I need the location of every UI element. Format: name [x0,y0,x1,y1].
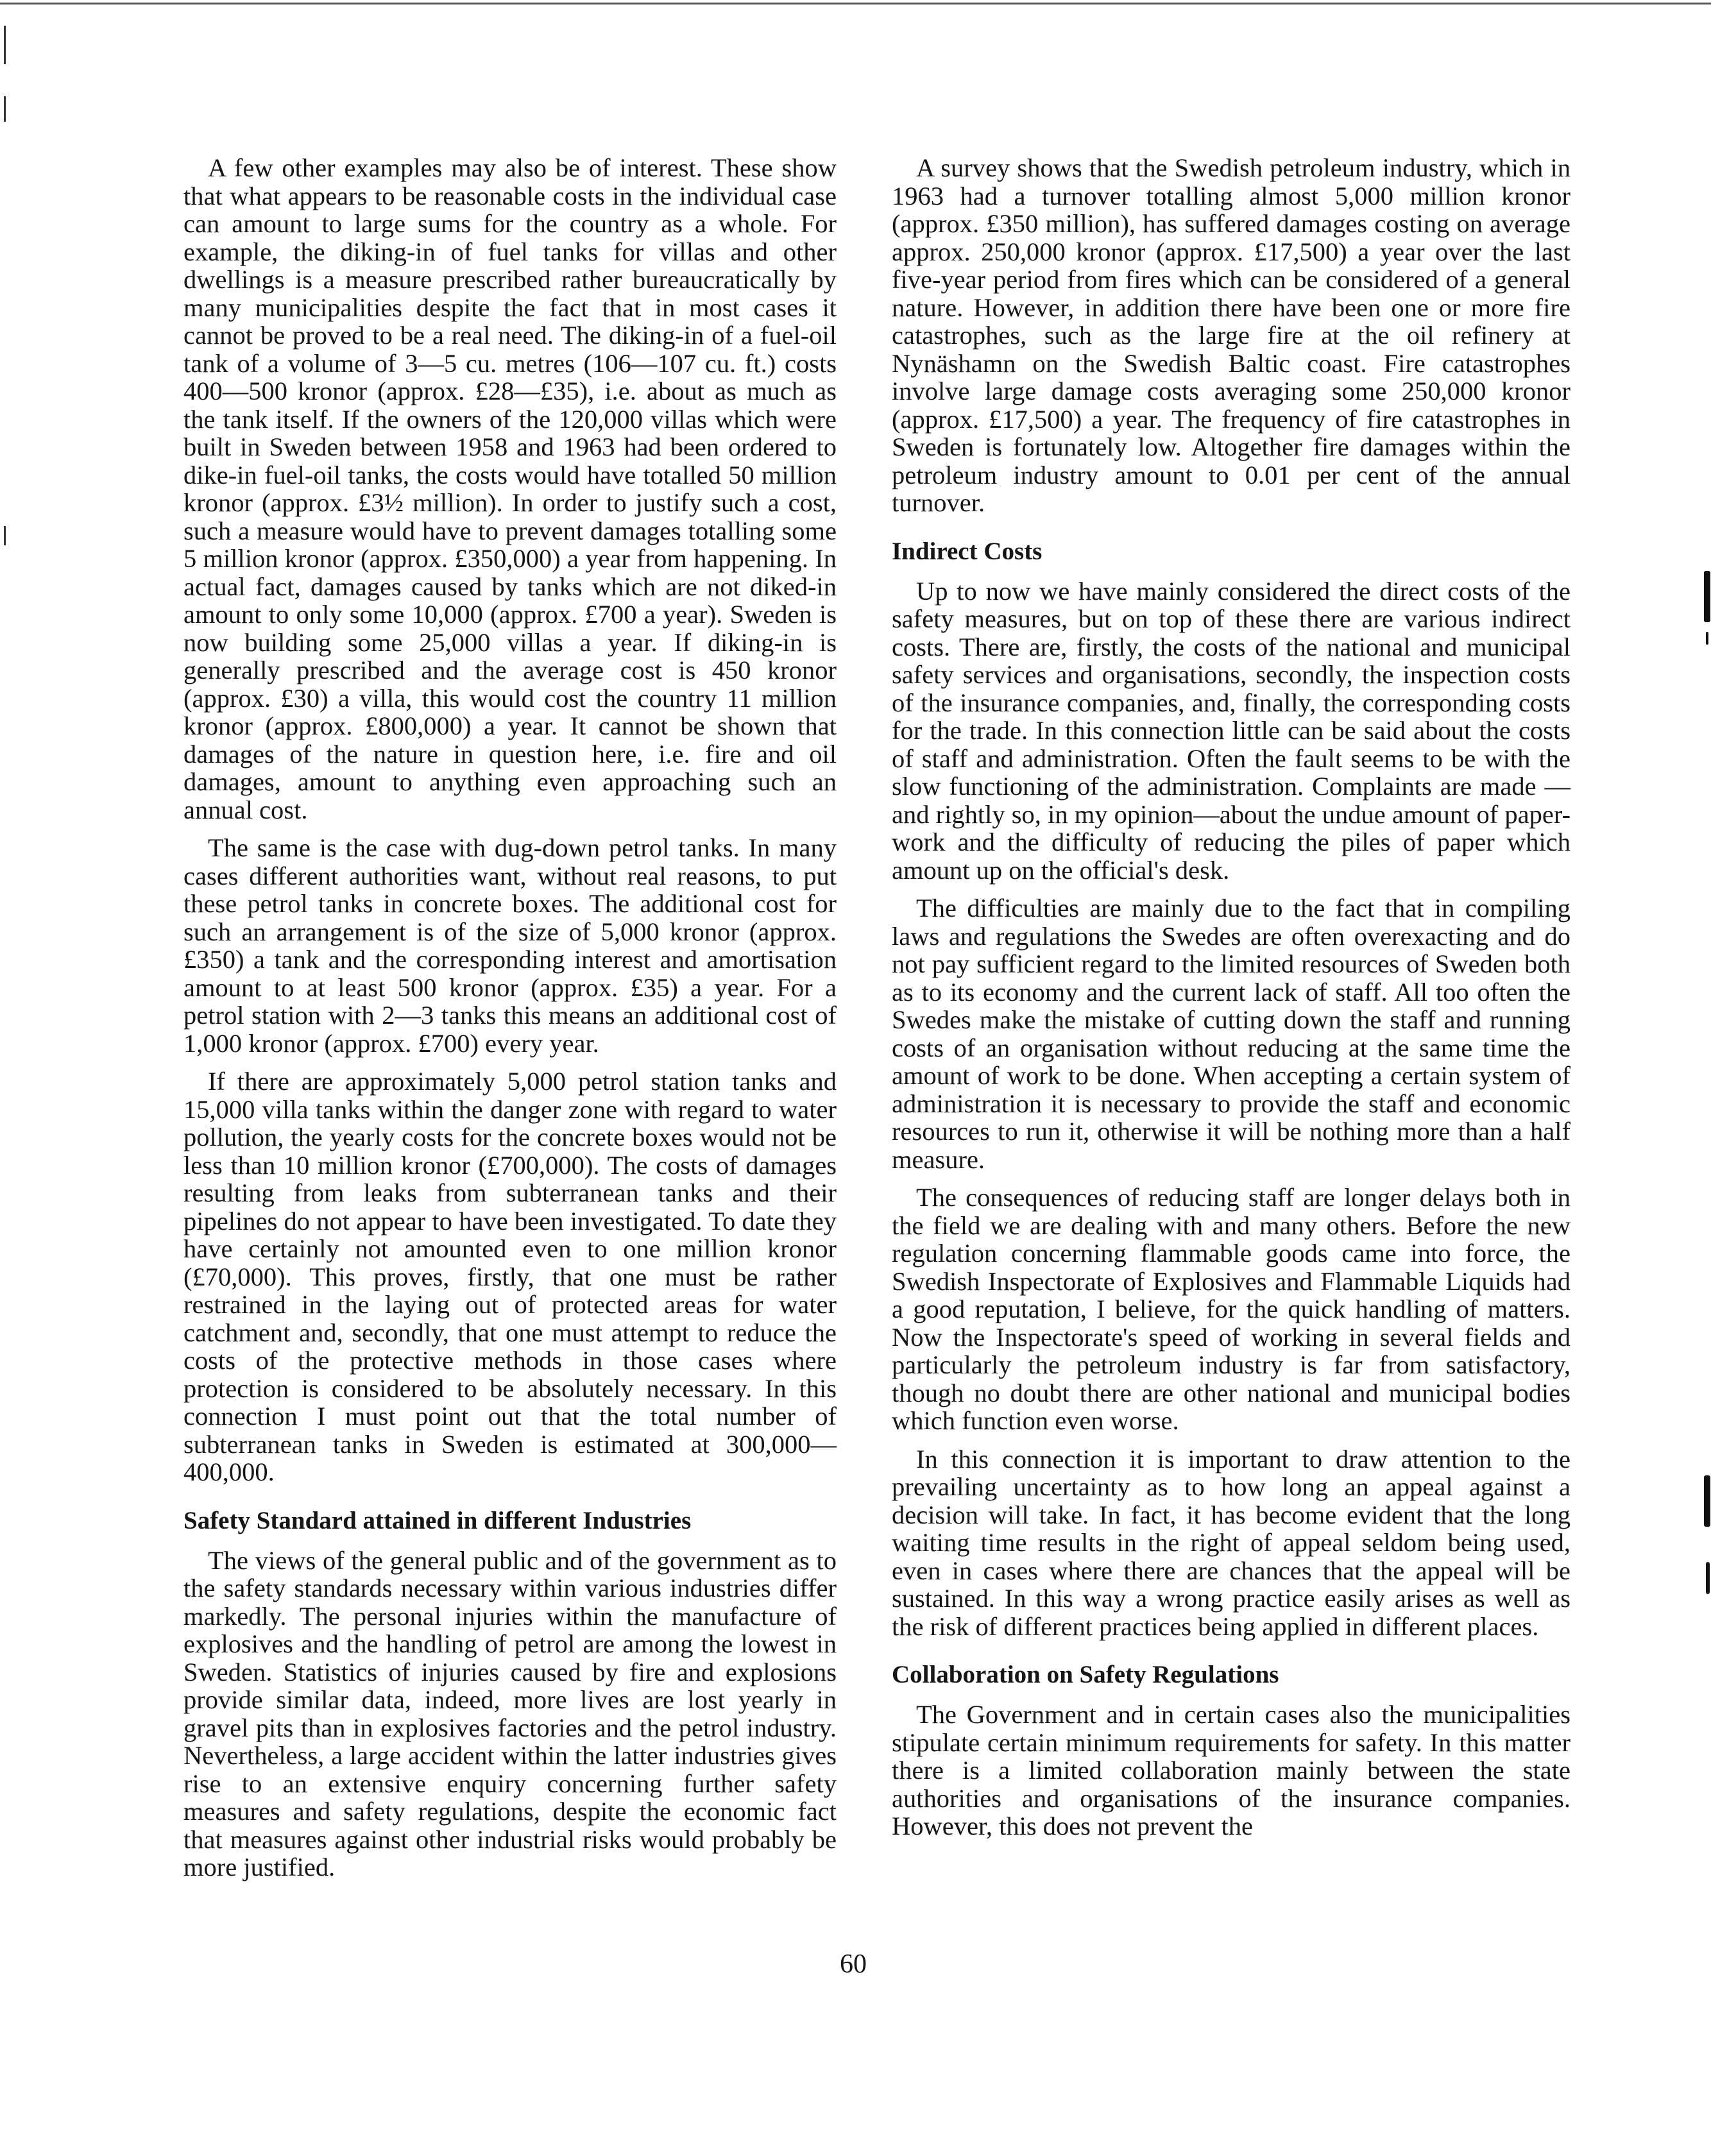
paragraph: The consequences of reducing staff are longer delays both in the field we are dealing with and many others. Before the new regulation concerning flammable goods came into force, the Swedish Inspectorate of Explosives and Flammable Liquids had a good reputation, I believe, for the quick handling of matters. Now the Inspectorate's speed of working in several fields and particularly the petroleum industry is far from satisfactory, though no doubt there are other national and municipal bodies which function even worse. [892,1183,1571,1435]
binding-marks [0,0,13,641]
right-column [892,154,1571,1851]
section-heading: Indirect Costs [892,537,1043,565]
section-heading: Collaboration on Safety Regulations [892,1661,1279,1688]
paragraph: The same is the case with dug-down petrol tanks. In many cases different authorities want, without real reasons, to put these petrol tanks in concrete boxes. The additional cost for such an arrangement is of the size of 5,000 kronor (approx. £350) a tank and the corresponding interest and amortisation amount to at least 500 kronor (approx. £35) a year. For a petrol station with 2—3 tanks this means an additional cost of 1,000 kronor (approx. £700) every year. [183,833,837,1058]
paragraph: If there are approximately 5,000 petrol station tanks and 15,000 villa tanks within the danger zone with regard to water pollution, the yearly costs for the concrete boxes would not be less than 10 million kronor (£700,000). The costs of damages resulting from leaks from subterranean tanks and their pipelines do not appear to have been investigated. To date they have certainly not amounted even to one million kronor (£70,000). This proves, firstly, that one must be rather restrained in the laying out of protected areas for water catchment and, secondly, that one must attempt to reduce the costs of the protective methods in those cases where protection is considered to be absolutely necessary. In this connection I must point out that the total number of subterranean tanks in Sweden is estimated at 300,000—400,000. [183,1067,837,1486]
paragraph: A few other examples may also be of interest. These show that what appears to be reasonable costs in the individual case can amount to large sums for the country as a whole. For example, the diking-in of fuel tanks for villas and other dwellings is a measure prescribed rather bureaucratically by many municipalities despite the fact that in most cases it cannot be proved to be a real need. The diking-in of a fuel-oil tank of a volume of 3—5 cu. metres (106—107 cu. ft.) costs 400—500 kronor (approx. £28—£35), i.e. about as much as the tank itself. If the owners of the 120,000 villas which were built in Sweden between 1958 and 1963 had been ordered to dike-in fuel-oil tanks, the costs would have totalled 50 million kronor (approx. £3½ million). In order to justify such a cost, such a measure would have to prevent damages totalling some 5 million kronor (approx. £350,000) a year from happening. In actual fact, damages caused by tanks which are not diked-in amount to only some 10,000 (approx. £700 a year). Sweden is now building some 25,000 villas a year. If diking-in is generally prescribed and the average cost is 450 kronor (approx. £30) a villa, this would cost the country 11 million kronor (approx. £800,000) a year. It cannot be shown that damages of the nature in question here, i.e. fire and oil damages, amount to anything even approaching such an annual cost. [183,153,837,824]
paragraph: The views of the general public and of the government as to the safety standards necessary within various industries differ markedly. The personal injuries within the manufacture of explosives and the handling of petrol are among the lowest in Sweden. Statistics of injuries caused by fire and explosions provide similar data, indeed, more lives are lost yearly in gravel pits than in explosives factories and the petrol industry. Nevertheless, a large accident within the latter industries gives rise to an extensive enquiry concerning further safety measures and safety regulations, despite the economic fact that measures against other industrial risks would probably be more justified. [183,1545,837,1881]
paragraph: The Government and in certain cases also the municipalities stipulate certain minimum requirements for safety. In this matter there is a limited collaboration mainly between the state authorities and organisations of the insurance companies. However, this does not prevent the [892,1700,1571,1840]
left-column [183,154,837,1892]
paragraph: Up to now we have mainly considered the direct costs of the safety measures, but on top of these there are various indirect costs. There are, firstly, the costs of the national and municipal safety services and organisations, secondly, the inspection costs of the insurance companies, and, finally, the corresponding costs for the trade. In this connection little can be said about the costs of staff and administration. Often the fault seems to be with the slow functioning of the administration. Complaints are made —and rightly so, in my opinion—about the undue amount of paper-work and the difficulty of reducing the piles of paper which amount up on the official's desk. [892,576,1571,885]
paragraph: The difficulties are mainly due to the fact that in compiling laws and regulations the Swedes are often overexacting and do not pay sufficient regard to the limited resources of Sweden both as to its economy and the current lack of staff. All too often the Swedes make the mistake of cutting down the staff and running costs of an organisation without reducing at the same time the amount of work to be done. When accepting a certain system of administration it is necessary to provide the staff and economic resources to run it, otherwise it will be nothing more than a half measure. [892,894,1571,1174]
scan-top-edge [0,3,1711,4]
page-number: 60 [840,1949,867,1979]
section-heading: Safety Standard attained in different Industries [183,1506,692,1534]
paragraph: A survey shows that the Swedish petroleum industry, which in 1963 had a turnover totalling almost 5,000 million kronor (approx. £350 million), has suffered damages costing on average approx. 250,000 kronor (approx. £17,500) a year over the last five-year period from fires which can be considered of a general nature. However, in addition there have been one or more fire catastrophes, such as the large fire at the oil refinery at Nynäshamn on the Swedish Baltic coast. Fire catastrophes involve large damage costs averaging some 250,000 kronor (approx. £17,500) a year. The frequency of fire catastrophes in Sweden is fortunately low. Altogether fire damages within the petroleum industry amount to 0.01 per cent of the annual turnover. [892,153,1571,517]
paragraph: In this connection it is important to draw attention to the prevailing uncertainty as to how long an appeal against a decision will take. In fact, it has become evident that the long waiting time results in the right of appeal seldom being used, even in cases where there are chances that the appeal will be sustained. In this way a wrong practice easily arises as well as the risk of different practices being applied in different places. [892,1444,1571,1641]
